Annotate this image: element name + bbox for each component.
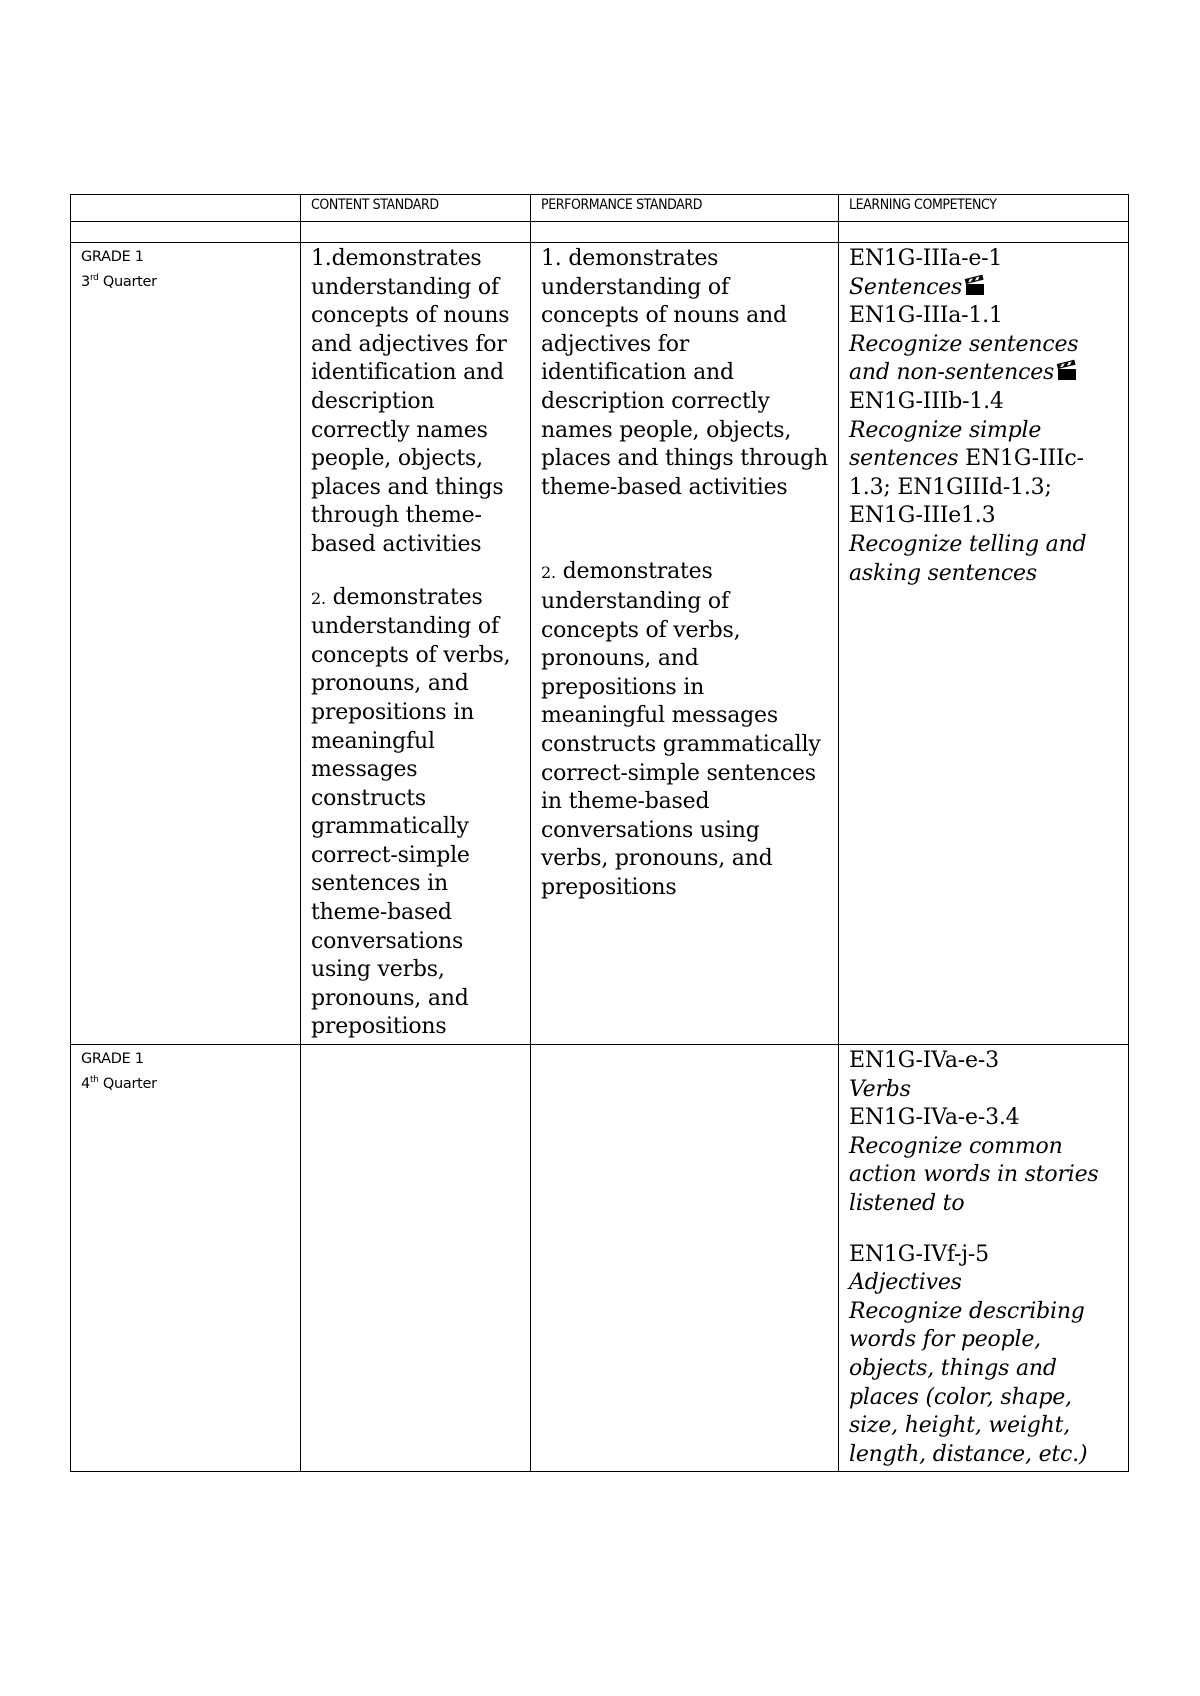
grade-label: GRADE 1 bbox=[81, 249, 144, 265]
learning-competency-cell bbox=[839, 243, 1129, 1045]
competency-code: EN1G-IVf-j-5 bbox=[849, 1241, 989, 1267]
performance-standard-item-2 bbox=[541, 558, 828, 902]
blank-cell bbox=[301, 222, 531, 243]
learning-competency-cell bbox=[839, 1045, 1129, 1472]
grade-cell bbox=[71, 243, 301, 1045]
item-number: 2. bbox=[311, 588, 326, 608]
competency-code: EN1G-IIIa-1.1 bbox=[849, 303, 1003, 329]
quarter-label bbox=[81, 1072, 290, 1097]
performance-standard-cell bbox=[531, 243, 839, 1045]
content-standard-item-1: 1.demonstrates understanding of concepts of nouns and adjectives for identification and description correctly names people, objects, places and things through theme-based activities bbox=[311, 246, 510, 557]
grade-cell bbox=[71, 1045, 301, 1472]
competency-label: Adjectives bbox=[849, 1270, 962, 1296]
quarter-number: 3 bbox=[81, 274, 90, 290]
competency-label-with-codes: Recognize simple sentences EN1G-IIIc-1.3; EN1GIIId-1.3; EN1G-IIIe1.3 bbox=[849, 417, 1084, 529]
competency-codes: EN1G-IIIc-1.3; EN1GIIId-1.3; EN1G-IIIe1.3 bbox=[849, 446, 1084, 529]
blank-cell bbox=[839, 222, 1129, 243]
item-text: demonstrates understanding of concepts of verbs, pronouns, and prepositions in meaningful messages constructs grammatically correct-simple sentences in theme-based conversations using verbs, pronouns, and prepositions bbox=[541, 559, 821, 900]
competency-label: Recognize common action words in stories listened to bbox=[849, 1133, 1099, 1216]
content-standard-item-2 bbox=[311, 584, 520, 1043]
quarter-word: Quarter bbox=[102, 1076, 157, 1093]
competency-label: Recognize telling and asking sentences bbox=[849, 531, 1087, 586]
quarter-suffix: rd bbox=[89, 273, 99, 284]
competency-code: EN1G-IIIb-1.4 bbox=[849, 388, 1004, 414]
header-content-standard: CONTENT STANDARD bbox=[301, 195, 531, 222]
quarter-word: Quarter bbox=[102, 274, 157, 290]
table-row bbox=[71, 1045, 1129, 1472]
grade-label: GRADE 1 bbox=[81, 1051, 144, 1068]
clapperboard-icon bbox=[1058, 364, 1076, 380]
competency-label: Recognize describing words for people, objects, things and places (color, shape, size, height, weight, length, distance, etc.) bbox=[849, 1298, 1088, 1467]
competency-label: Verbs bbox=[849, 1076, 911, 1102]
competency-code: EN1G-IIIa-e-1 bbox=[849, 246, 1003, 271]
header-learning-competency: LEARNING COMPETENCY bbox=[839, 195, 1129, 222]
blank-row bbox=[71, 222, 1129, 243]
content-standard-cell bbox=[301, 1045, 531, 1472]
content-standard-cell bbox=[301, 243, 531, 1045]
curriculum-table bbox=[70, 194, 1129, 1472]
performance-standard-cell bbox=[531, 1045, 839, 1472]
header-blank bbox=[71, 195, 301, 222]
competency-label: Recognize sentences and non-sentences bbox=[849, 331, 1079, 386]
quarter-suffix: th bbox=[89, 1075, 99, 1086]
header-performance-standard: PERFORMANCE STANDARD bbox=[531, 195, 839, 222]
competency-code: EN1G-IVa-e-3 bbox=[849, 1048, 999, 1074]
quarter-number: 4 bbox=[81, 1076, 90, 1093]
clapperboard-icon bbox=[966, 279, 984, 295]
blank-cell bbox=[71, 222, 301, 243]
quarter-label bbox=[81, 270, 290, 295]
competency-code: EN1G-IVa-e-3.4 bbox=[849, 1105, 1020, 1131]
performance-standard-item-1: 1. demonstrates understanding of concepts of nouns and adjectives for identification and description correctly names people, objects, places and things through theme-based activities bbox=[541, 246, 828, 500]
competency-label: Sentences bbox=[849, 274, 1118, 303]
table-row bbox=[71, 243, 1129, 1045]
item-number: 2. bbox=[541, 563, 556, 583]
item-text: demonstrates understanding of concepts of verbs, pronouns, and prepositions in meaningful messages constructs grammatically correct-simple sentences in theme-based conversations using verbs, pronouns, and prepositions bbox=[311, 584, 511, 1040]
header-row bbox=[71, 195, 1129, 222]
blank-cell bbox=[531, 222, 839, 243]
